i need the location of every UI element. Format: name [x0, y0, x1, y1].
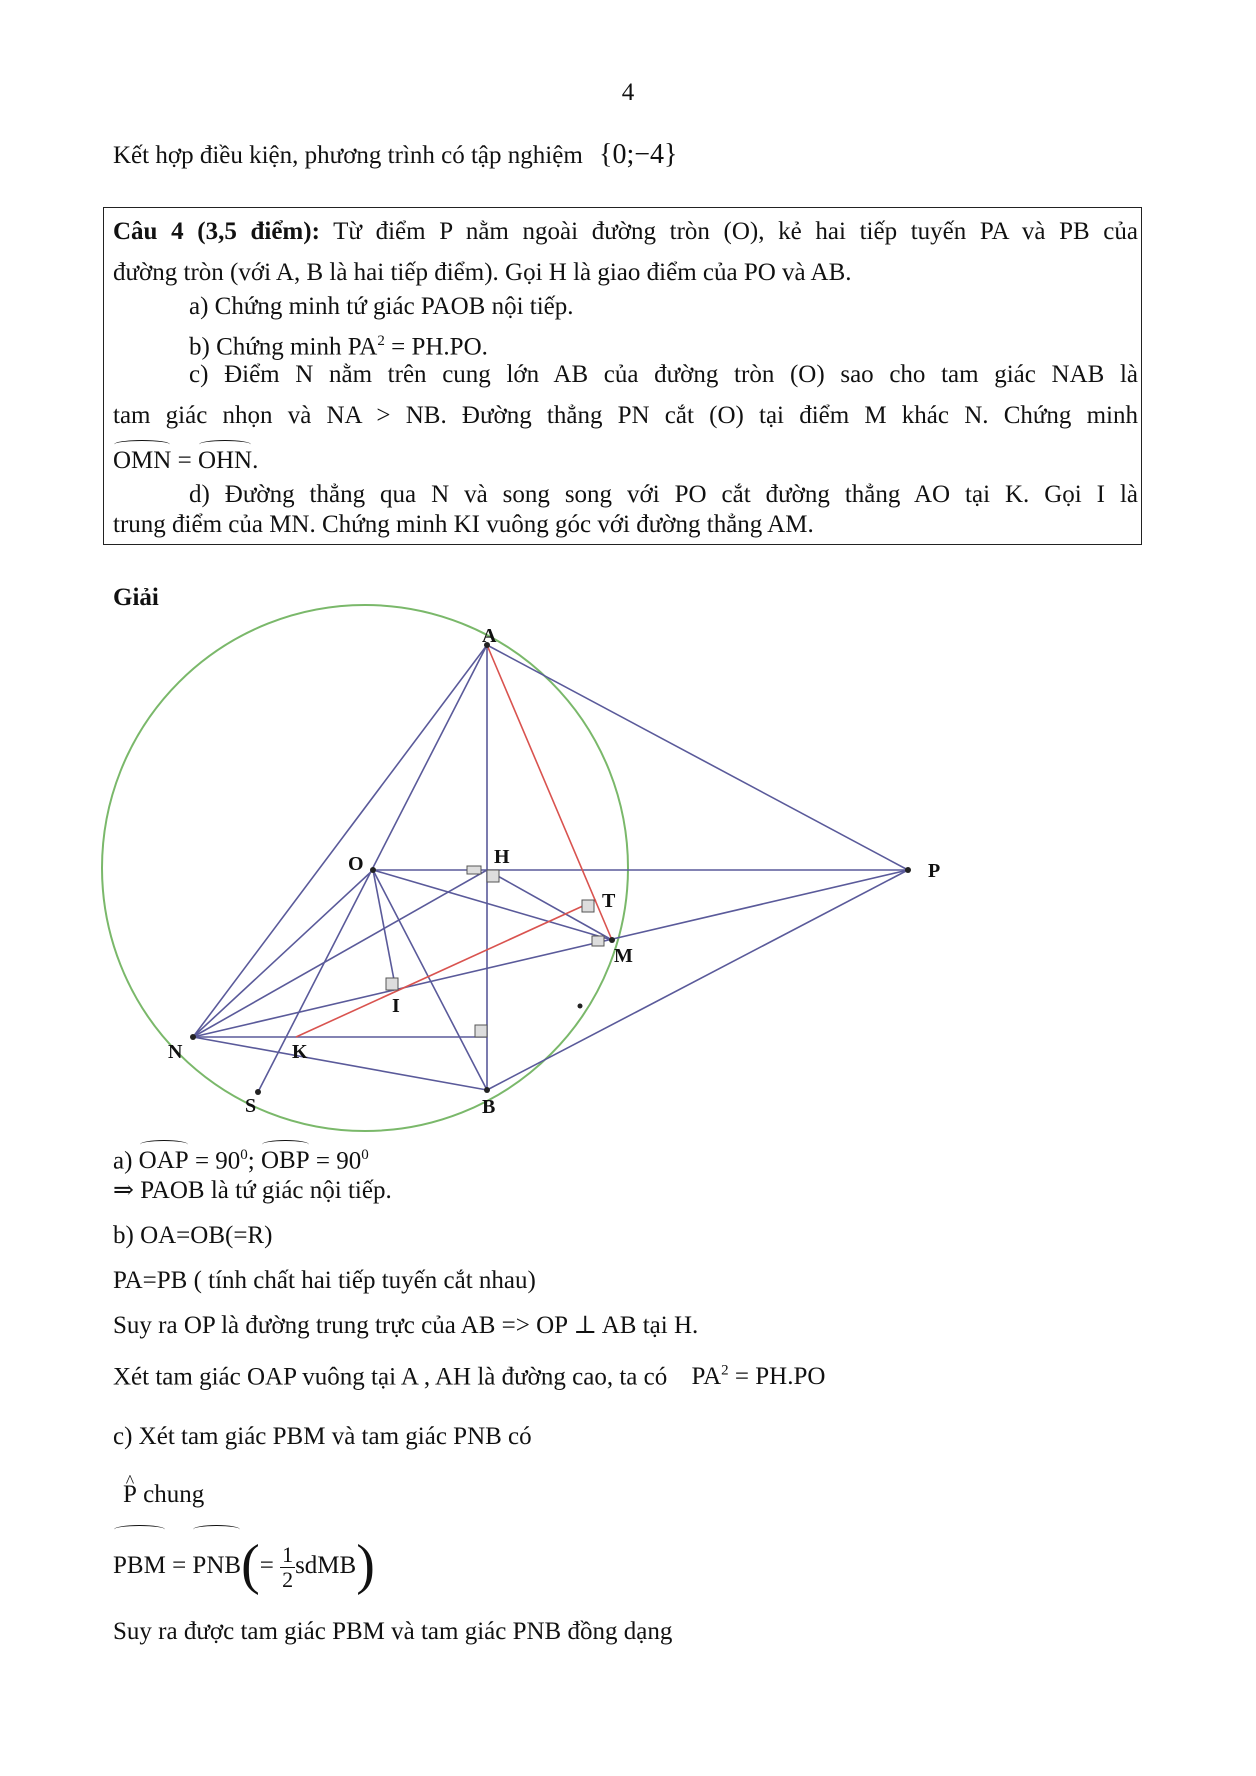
intro-line [113, 140, 677, 171]
part-b-sup: 2 [377, 333, 385, 349]
solution-heading: Giải [113, 584, 159, 611]
period: . [252, 447, 259, 474]
label-m: M [614, 945, 633, 967]
solution-b-line-1: b) OA=OB(=R) [113, 1222, 273, 1249]
part-b-suffix: = PH.PO. [384, 333, 488, 361]
problem-part-b [189, 326, 488, 362]
solution-c-conclusion: Suy ra được tam giác PBM và tam giác PNB đồng dạng [113, 1618, 673, 1645]
equals: = [171, 447, 198, 474]
angle-ohn: OHN [197, 447, 253, 474]
sol-a-sep: ; [247, 1147, 261, 1175]
sol-b-formula-prefix: PA [691, 1363, 722, 1391]
angle-p-hat: ^ P [123, 1480, 137, 1510]
label-o: O [348, 853, 364, 875]
sol-c-frac-eq: = [259, 1552, 281, 1579]
highlight-lines [296, 645, 612, 1037]
solution-b-line-4 [113, 1356, 825, 1392]
solution-c-line-1: c) Xét tam giác PBM và tam giác PNB có [113, 1423, 532, 1450]
paren-close: ) [356, 1534, 375, 1596]
sol-b-formula [691, 1363, 825, 1390]
intro-text: Kết hợp điều kiện, phương trình có tập nghiệm [113, 142, 583, 169]
sol-c-eq: = [165, 1552, 193, 1579]
solution-a-line-2: ⇒ PAOB là tứ giác nội tiếp. [113, 1177, 392, 1204]
sol-c-common: chung [136, 1481, 205, 1508]
sol-b-line4-text: Xét tam giác OAP vuông tại A , AH là đường cao, ta có [113, 1363, 668, 1391]
solution-c-line-2 [123, 1480, 204, 1510]
frac-den: 2 [282, 1566, 294, 1592]
problem-part-c-line-2: tam giác nhọn và NA > NB. Đường thẳng PN cắt (O) tại điểm M khác N. Chứng minh [113, 402, 1138, 429]
problem-part-c-line-3 [113, 446, 258, 476]
label-h: H [494, 846, 510, 868]
points [190, 642, 911, 1095]
angle-pnb: PNB [192, 1531, 241, 1601]
angle-oap: OAP [138, 1147, 189, 1175]
right-angle-marks [386, 866, 604, 1037]
part-b-prefix: b) Chứng minh PA [189, 333, 378, 361]
problem-part-a: a) Chứng minh tứ giác PAOB nội tiếp. [189, 293, 574, 320]
angle-pbm: PBM [113, 1531, 166, 1601]
label-a: A [482, 625, 497, 647]
solution-b-line-3: Suy ra OP là đường trung trực của AB => OP ⊥ AB tại H. [113, 1312, 699, 1339]
label-t: T [602, 890, 616, 912]
page-number: 4 [621, 79, 635, 106]
frac-num: 1 [282, 1541, 294, 1567]
fraction-half [280, 1543, 295, 1592]
solution-b-line-2: PA=PB ( tính chất hai tiếp tuyến cắt nhau) [113, 1267, 536, 1294]
sol-a-prefix: a) [113, 1147, 139, 1175]
angle-obp: OBP [261, 1147, 310, 1175]
label-s: S [245, 1095, 257, 1117]
label-i: I [392, 995, 400, 1017]
problem-title: Câu 4 (3,5 điểm): [113, 218, 320, 245]
sol-c-frac-text: sdMB [295, 1552, 357, 1579]
problem-line-1-text: Từ điểm P nằm ngoài đường tròn (O), kẻ hai tiếp tuyến PA và PB của [333, 218, 1138, 245]
paren-open: ( [241, 1534, 260, 1596]
sol-a-deg1: 0 [240, 1147, 248, 1163]
sol-b-formula-sup: 2 [721, 1363, 729, 1379]
problem-part-d-line-2: trung điểm của MN. Chứng minh KI vuông góc với đường thẳng AM. [113, 511, 814, 538]
angle-omn: OMN [113, 447, 172, 474]
sol-a-deg2: 0 [361, 1147, 369, 1163]
problem-part-c-line-1: c) Điểm N nằm trên cung lớn AB của đường tròn (O) sao cho tam giác NAB là [189, 361, 1138, 388]
label-n: N [168, 1041, 183, 1063]
sol-a-val1: = 90 [188, 1147, 241, 1175]
problem-part-d-line-1: d) Đường thẳng qua N và song song với PO cắt đường thẳng AO tại K. Gọi I là [189, 481, 1138, 508]
geometry-figure [0, 600, 1256, 1140]
construction-lines [193, 645, 908, 1092]
problem-line-1 [113, 217, 1138, 247]
solution-c-line-3 [113, 1530, 375, 1600]
label-b: B [482, 1096, 496, 1118]
problem-line-2: đường tròn (với A, B là hai tiếp điểm). Gọi H là giao điểm của PO và AB. [113, 259, 852, 286]
label-k: K [292, 1041, 308, 1063]
solution-a-line-1 [113, 1140, 369, 1176]
sol-b-formula-suffix: = PH.PO [728, 1363, 826, 1391]
sol-a-val2: = 90 [309, 1147, 362, 1175]
problem-box [103, 207, 1142, 545]
label-p: P [928, 860, 941, 882]
point-labels [168, 625, 940, 1118]
solution-set: {0;−4} [599, 139, 678, 170]
